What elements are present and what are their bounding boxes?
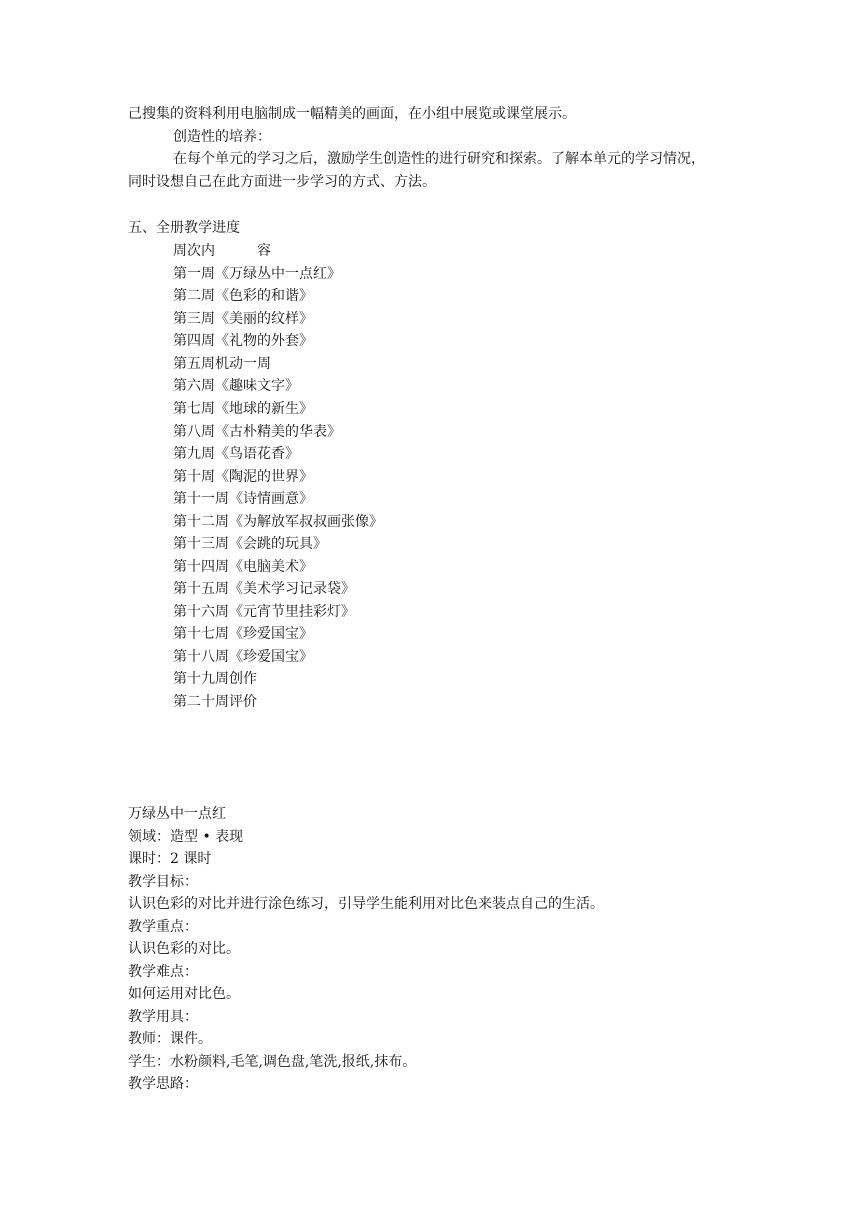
creativity-paragraph-line-1: 在每个单元的学习之后，激励学生创造性的进行研究和探索。了解本单元的学习情况， [173, 151, 705, 167]
schedule-column-header [173, 241, 313, 261]
key-point-label: 教学重点： [128, 919, 198, 935]
week-item: 第十一周《诗情画意》 [173, 491, 313, 507]
week-item: 第十周《陶泥的世界》 [173, 469, 313, 485]
lesson-title: 万绿丛中一点红 [128, 806, 226, 822]
week-item: 第十七周《珍爱国宝》 [173, 626, 313, 642]
tools-label: 教学用具： [128, 1009, 198, 1025]
week-item: 第十八周《珍爱国宝》 [173, 649, 313, 665]
lesson-hours: 课时：2 课时 [128, 851, 212, 867]
week-item: 第五周机动一周 [173, 356, 271, 372]
goal-label: 教学目标： [128, 874, 198, 890]
week-item: 第四周《礼物的外套》 [173, 333, 313, 349]
week-item: 第十六周《元宵节里挂彩灯》 [173, 604, 355, 620]
week-item: 第十四周《电脑美术》 [173, 559, 313, 575]
week-item: 第二十周评价 [173, 694, 257, 710]
week-item: 第三周《美丽的纹样》 [173, 311, 313, 327]
column-content-label: 容 [257, 243, 271, 259]
lesson-domain: 领域：造型 • 表现 [128, 829, 244, 845]
creativity-paragraph-line-2: 同时设想自己在此方面进一步学习的方式、方法。 [128, 174, 436, 190]
difficulty-text: 如何运用对比色。 [128, 986, 240, 1002]
week-item: 第十二周《为解放军叔叔画张像》 [173, 514, 383, 530]
approach-label: 教学思路： [128, 1076, 198, 1092]
schedule-heading: 五、全册教学进度 [128, 220, 240, 236]
week-item: 第十三周《会跳的玩具》 [173, 536, 327, 552]
goal-text: 认识色彩的对比并进行涂色练习，引导学生能利用对比色来装点自己的生活。 [128, 896, 604, 912]
difficulty-label: 教学难点： [128, 964, 198, 980]
week-item: 第八周《古朴精美的华表》 [173, 424, 341, 440]
student-tools: 学生：水粉颜料,毛笔,调色盘,笔洗,报纸,抹布。 [128, 1054, 417, 1070]
teacher-tools: 教师：课件。 [128, 1031, 212, 1047]
week-item: 第十九周创作 [173, 671, 257, 687]
column-week-label: 周次内 [173, 243, 215, 259]
week-item: 第九周《鸟语花香》 [173, 446, 299, 462]
week-item: 第六周《趣味文字》 [173, 378, 299, 394]
intro-line: 己搜集的资料利用电脑制成一幅精美的画面，在小组中展览或课堂展示。 [128, 106, 576, 122]
week-item: 第一周《万绿丛中一点红》 [173, 266, 341, 282]
key-point-text: 认识色彩的对比。 [128, 941, 240, 957]
week-item: 第十五周《美术学习记录袋》 [173, 581, 355, 597]
creativity-heading: 创造性的培养： [173, 129, 271, 145]
week-item: 第七周《地球的新生》 [173, 401, 313, 417]
week-item: 第二周《色彩的和谐》 [173, 288, 313, 304]
